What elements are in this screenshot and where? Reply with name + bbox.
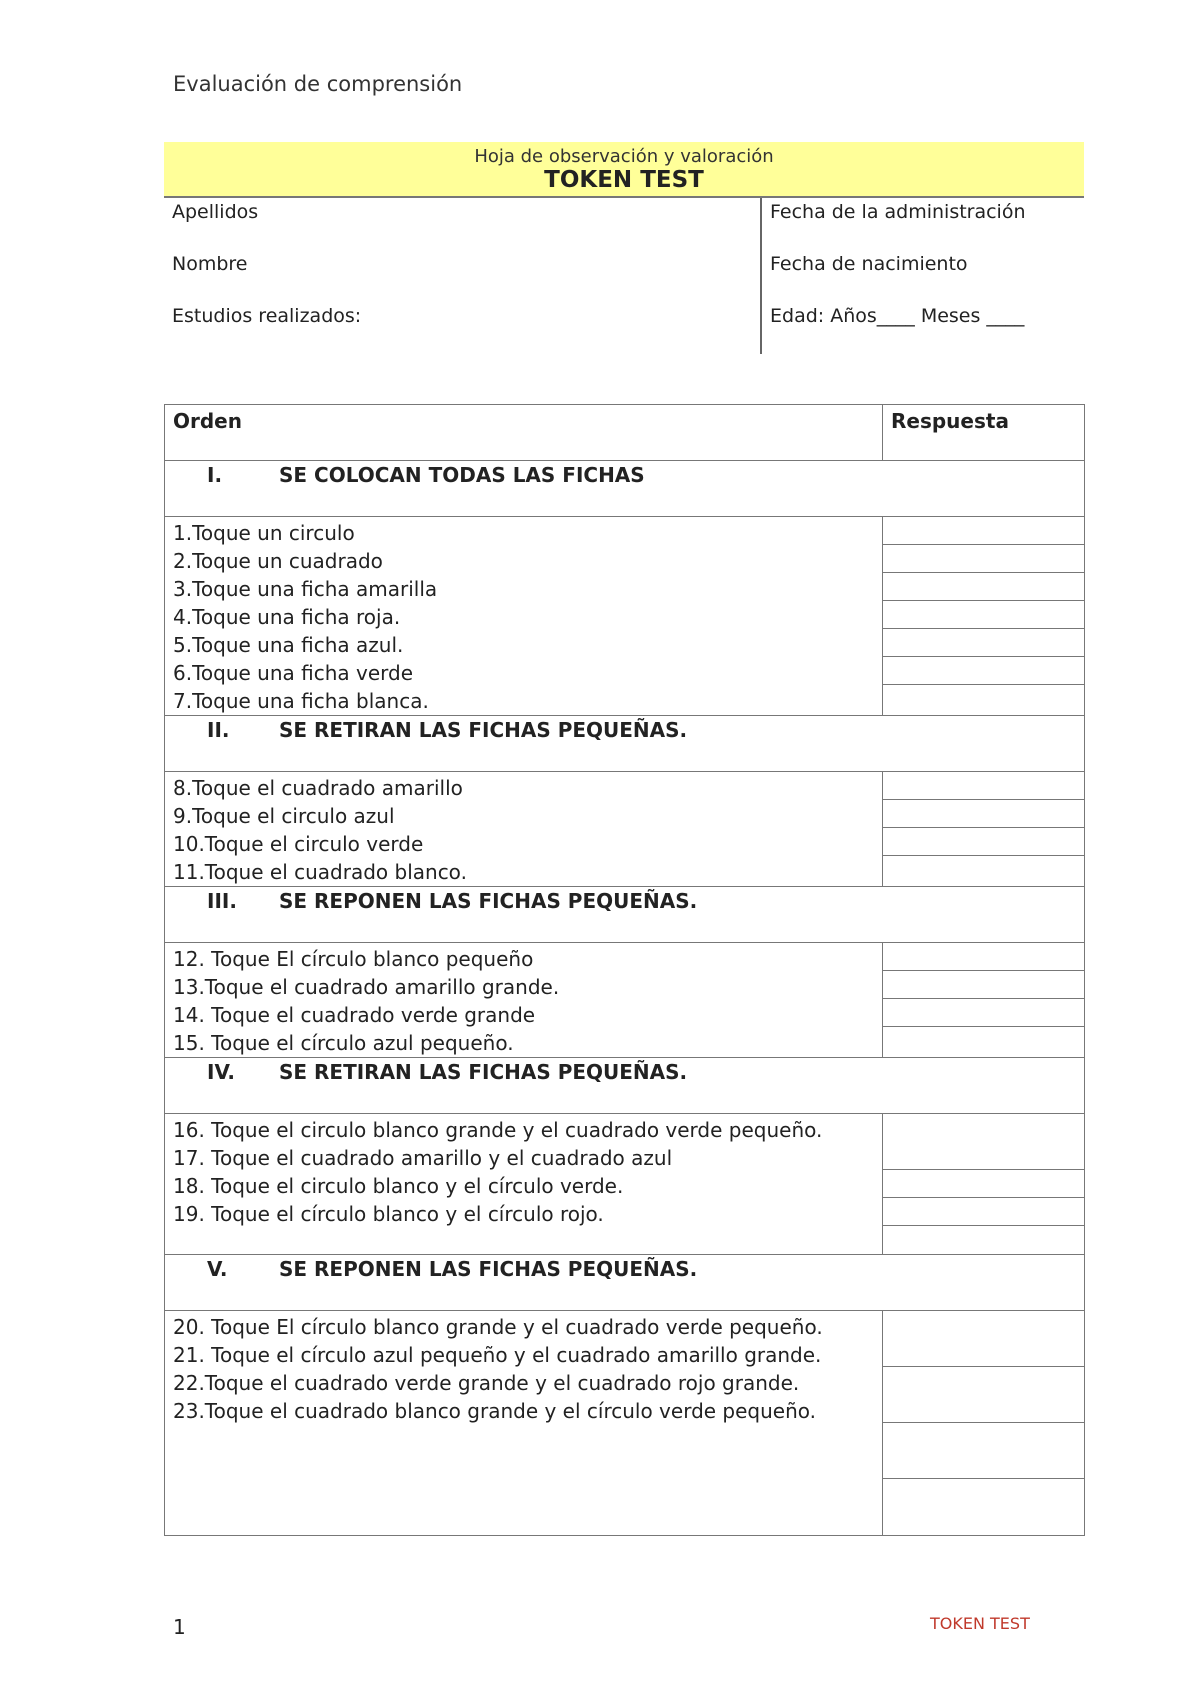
response-cell [883, 943, 1085, 1058]
test-item: 9.Toque el circulo azul [173, 804, 395, 828]
section-heading [165, 461, 1085, 517]
response-box[interactable] [883, 943, 1084, 971]
response-cell [883, 1114, 1085, 1255]
test-item: 4.Toque una ficha roja. [173, 605, 401, 629]
test-item: 1.Toque un circulo [173, 521, 355, 545]
test-item: 6.Toque una ficha verde [173, 661, 414, 685]
response-box[interactable] [883, 685, 1084, 713]
section-title: SE REPONEN LAS FICHAS PEQUEÑAS. [279, 889, 698, 913]
items-row [165, 772, 1085, 887]
test-item: 20. Toque El círculo blanco grande y el cuadrado verde pequeño. [173, 1315, 823, 1339]
admin-date-field-label: Fecha de la administración [770, 201, 1026, 223]
response-box[interactable] [883, 772, 1084, 800]
items-cell [165, 517, 883, 716]
response-box[interactable] [883, 828, 1084, 856]
response-box[interactable] [883, 1226, 1084, 1254]
section-heading [165, 1058, 1085, 1114]
test-item: 22.Toque el cuadrado verde grande y el cuadrado rojo grande. [173, 1371, 800, 1395]
test-item: 13.Toque el cuadrado amarillo grande. [173, 975, 560, 999]
response-cell [883, 517, 1085, 716]
section-row [165, 716, 1085, 772]
response-box[interactable] [883, 1479, 1084, 1535]
test-item: 8.Toque el cuadrado amarillo [173, 776, 463, 800]
test-item: 12. Toque El círculo blanco pequeño [173, 947, 534, 971]
response-box[interactable] [883, 999, 1084, 1027]
items-row [165, 943, 1085, 1058]
section-title: SE RETIRAN LAS FICHAS PEQUEÑAS. [279, 718, 688, 742]
section-row [165, 887, 1085, 943]
sheet-subtitle: Hoja de observación y valoración [474, 146, 774, 167]
test-item: 18. Toque el circulo blanco y el círculo verde. [173, 1174, 624, 1198]
response-box[interactable] [883, 629, 1084, 657]
section-row [165, 1058, 1085, 1114]
test-item: 2.Toque un cuadrado [173, 549, 383, 573]
test-item: 7.Toque una ficha blanca. [173, 689, 429, 713]
test-item: 11.Toque el cuadrado blanco. [173, 860, 467, 884]
response-box[interactable] [883, 517, 1084, 545]
section-number: II. [207, 718, 230, 742]
order-table [164, 404, 1085, 1536]
items-row [165, 1114, 1085, 1255]
test-item: 5.Toque una ficha azul. [173, 633, 404, 657]
column-header-order: Orden [165, 405, 883, 461]
section-row [165, 461, 1085, 517]
test-item: 3.Toque una ficha amarilla [173, 577, 438, 601]
response-box[interactable] [883, 1027, 1084, 1055]
response-box[interactable] [883, 1114, 1084, 1170]
items-row [165, 1311, 1085, 1536]
birth-date-field-label: Fecha de nacimiento [770, 253, 968, 275]
response-cell [883, 1311, 1085, 1536]
surname-field-label: Apellidos [172, 201, 259, 223]
response-box[interactable] [883, 856, 1084, 884]
section-number: I. [207, 463, 223, 487]
studies-field-label: Estudios realizados: [172, 305, 362, 327]
section-heading [165, 887, 1085, 943]
response-box[interactable] [883, 971, 1084, 999]
test-item: 23.Toque el cuadrado blanco grande y el círculo verde pequeño. [173, 1399, 817, 1423]
response-box[interactable] [883, 1367, 1084, 1423]
sheet-title: TOKEN TEST [544, 167, 704, 193]
column-header-response: Respuesta [883, 405, 1085, 461]
response-box[interactable] [883, 800, 1084, 828]
table-header-row [165, 405, 1085, 461]
info-block [164, 142, 1084, 354]
response-box[interactable] [883, 601, 1084, 629]
test-item: 15. Toque el círculo azul pequeño. [173, 1031, 514, 1055]
response-box[interactable] [883, 545, 1084, 573]
section-row [165, 1255, 1085, 1311]
items-cell [165, 943, 883, 1058]
age-field-label: Edad: Años____ Meses ____ [770, 305, 1025, 327]
test-item: 19. Toque el círculo blanco y el círculo rojo. [173, 1202, 604, 1226]
items-cell [165, 1311, 883, 1536]
test-item: 21. Toque el círculo azul pequeño y el cuadrado amarillo grande. [173, 1343, 822, 1367]
items-cell [165, 772, 883, 887]
section-number: IV. [207, 1060, 235, 1084]
items-cell [165, 1114, 883, 1255]
response-box[interactable] [883, 1423, 1084, 1479]
test-item: 17. Toque el cuadrado amarillo y el cuadrado azul [173, 1146, 673, 1170]
footer-title: TOKEN TEST [930, 1614, 1030, 1633]
info-right-column [760, 198, 1084, 354]
response-cell [883, 772, 1085, 887]
page-header: Evaluación de comprensión [173, 72, 463, 96]
section-heading [165, 716, 1085, 772]
response-box[interactable] [883, 573, 1084, 601]
test-item: 14. Toque el cuadrado verde grande [173, 1003, 536, 1027]
response-box[interactable] [883, 1311, 1084, 1367]
response-box[interactable] [883, 657, 1084, 685]
section-title: SE REPONEN LAS FICHAS PEQUEÑAS. [279, 1257, 698, 1281]
name-field-label: Nombre [172, 253, 248, 275]
response-box[interactable] [883, 1170, 1084, 1198]
title-band [164, 142, 1084, 198]
section-heading [165, 1255, 1085, 1311]
page-number: 1 [173, 1615, 186, 1639]
items-row [165, 517, 1085, 716]
section-number: V. [207, 1257, 228, 1281]
test-item: 10.Toque el circulo verde [173, 832, 424, 856]
section-title: SE COLOCAN TODAS LAS FICHAS [279, 463, 645, 487]
test-item: 16. Toque el circulo blanco grande y el cuadrado verde pequeño. [173, 1118, 823, 1142]
response-box[interactable] [883, 1198, 1084, 1226]
section-number: III. [207, 889, 237, 913]
section-title: SE RETIRAN LAS FICHAS PEQUEÑAS. [279, 1060, 688, 1084]
info-left-column [164, 198, 760, 354]
